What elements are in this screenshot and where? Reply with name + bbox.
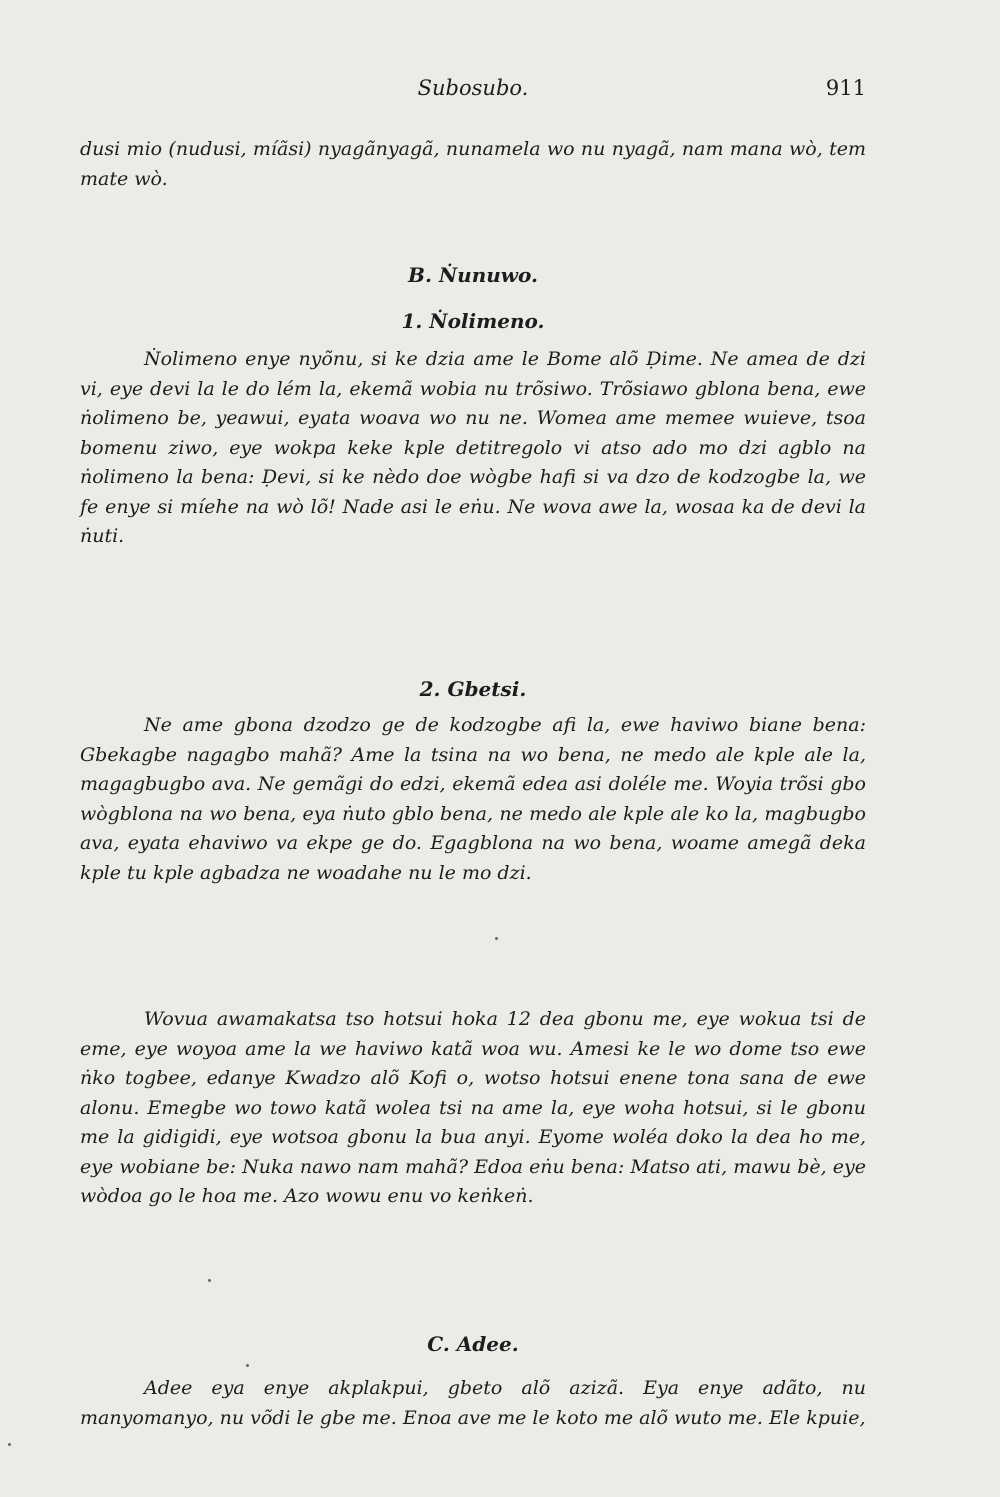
subsection-2-heading: 2. Gbetsi.	[419, 677, 527, 701]
running-title: Subosubo.	[417, 76, 529, 100]
section-b-heading: B. Ṅunuwo.	[408, 263, 538, 287]
paper-speck	[8, 1443, 11, 1446]
paper-speck	[495, 937, 498, 940]
paper-speck	[208, 1279, 211, 1282]
paper-speck	[246, 1364, 249, 1367]
olimeno-paragraph: Ṅolimeno enye nyõnu, si ke dzia ame le Bome alõ Ḍime. Ne amea de dzi vi, eye devi la le do lém la, ekemã wobia nu trõsiwo. Trõsiawo gblona bena, ewe ṅolimeno be, yeawui, eyata woava wo nu ne. Womea ame memee wuieve, tsoa bomenu ziwo, eye wokpa keke kple detitregolo vi atso ado mo dzi agblo na ṅolimeno la bena: Ḍevi, si ke nèdo doe wògbe hafi si va dzo de kodzogbe la, we fe enye si míehe na wò lõ! Nade asi le eṅu. Ne wova awe la, wosaa ka de devi la ṅuti.	[80, 348, 866, 547]
intro-paragraph: dusi mio (nudusi, míãsi) nyagãnyagã, nunamela wo nu nyagã, nam mana wò, tem mate wò.	[80, 138, 866, 190]
page-number: 911	[825, 76, 866, 100]
adee-paragraph: Adee eya enye akplakpui, gbeto alõ azizã. Eya enye adãto, nu manyomanyo, nu võdi le gbe me. Enoa ave me le koto me alõ wuto me. Ele kpuie,	[80, 1377, 866, 1429]
gbetsi-paragraph: Ne ame gbona dzodzo ge de kodzogbe afi la, ewe haviwo biane bena: Gbekagbe nagagbo mahã? Ame la tsina na wo bena, ne medo ale kple ale la, magagbugbo ava. Ne gemãgi do edzi, ekemã edea asi doléle me. Woyia trõsi gbo wògblona na wo bena, eya ṅuto gblo bena, ne medo ale kple ale ko la, magbugbo ava, eyata ehaviwo va ekpe ge do. Egagblona na wo bena, woame amegã deka kple tu kple agbadza ne woadahe nu le mo dzi.	[80, 714, 866, 884]
section-c-heading: C. Adee.	[427, 1332, 519, 1356]
subsection-1-heading: 1. Ṅolimeno.	[401, 309, 545, 333]
running-header	[80, 76, 866, 106]
hotsui-paragraph: Wovua awamakatsa tso hotsui hoka 12 dea gbonu me, eye wokua tsi de eme, eye woyoa ame la we haviwo katã woa wu. Amesi ke le wo dome tso ewe ṅko togbee, edanye Kwadzo alõ Kofi o, wotso hotsui enene tona sana de ewe alonu. Emegbe wo towo katã wolea tsi na ame la, eye woha hotsui, si le gbonu me la gidigidi, eye wotsoa gbonu la bua anyi. Eyome woléa doko la dea ho me, eye wobiane be: Nuka nawo nam mahã? Edoa eṅu bena: Matso ati, mawu bè, eye wòdoa go le hoa me. Azo wowu enu vo keṅkeṅ.	[80, 1008, 866, 1207]
